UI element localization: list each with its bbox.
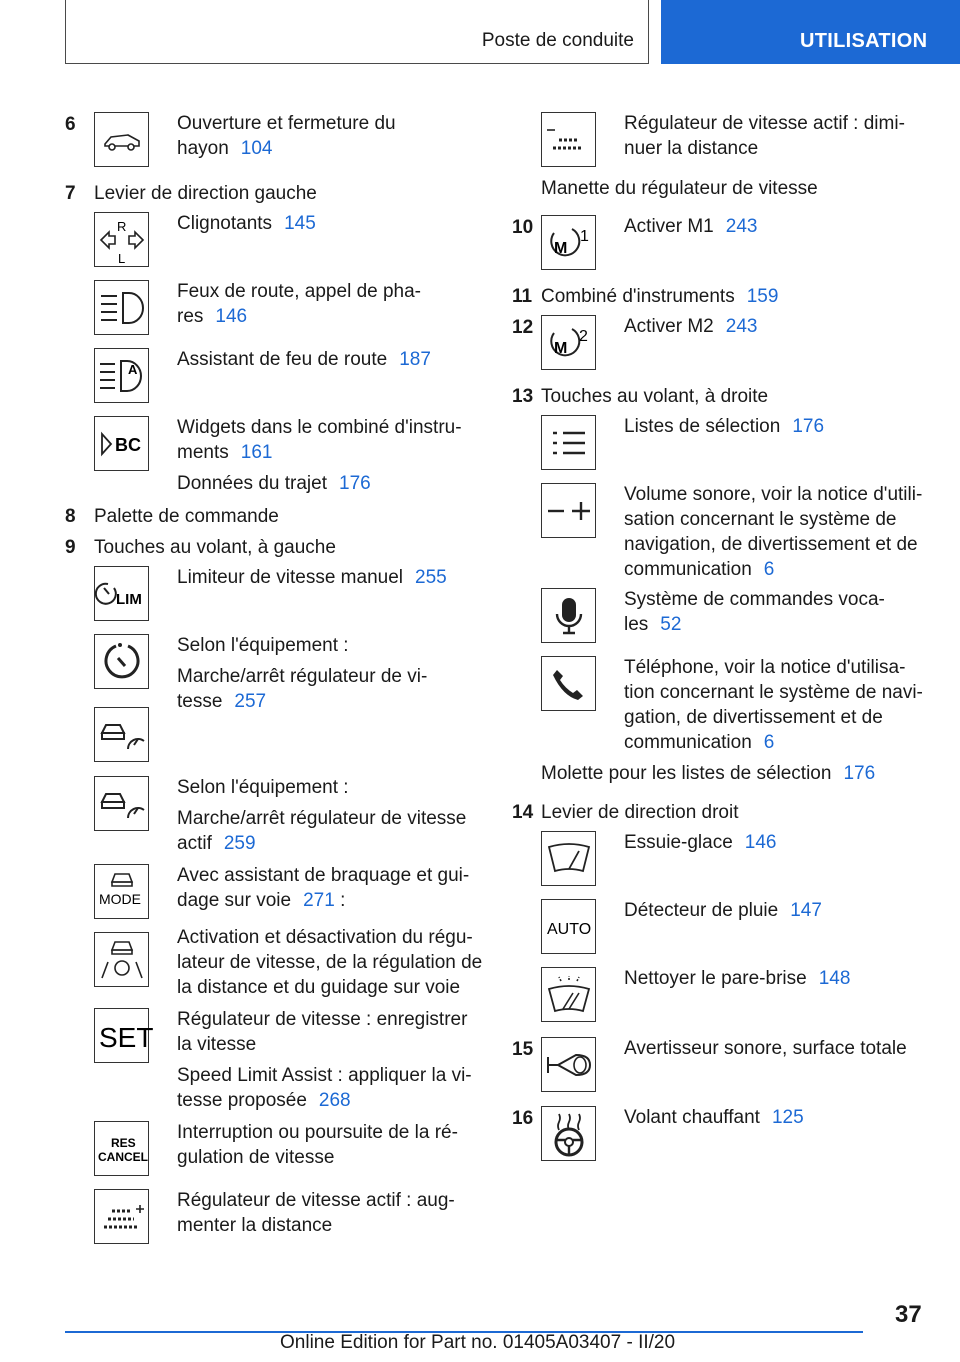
left-column [65,112,495,1245]
item-10: 10 M 1 Activer M1 243 [512,215,942,270]
page-ref-link[interactable]: 257 [234,691,267,712]
mode-row: MODE Avec assistant de braquage et gui- dage sur voie 271 : [94,864,495,920]
page-number: 37 [895,1301,922,1328]
item-11: 11 Combiné d'instruments 159 [512,286,779,307]
item-13: 13 Touches au volant, à droite [512,386,769,407]
item-6: 6 Ouverture et fermeture du hayon 104 [65,112,495,167]
svg-text:CANCEL: CANCEL [97,1149,148,1164]
windshield-washer-icon [541,967,596,1022]
svg-text:AUTO: AUTO [546,920,591,938]
header-box [65,0,649,64]
svg-text:BC: BC [114,434,141,455]
svg-text:RES: RES [110,1135,136,1150]
speed-limiter-icon [94,566,149,621]
turn-signal-row: R L Clignotants 145 [94,212,495,268]
chapter-tab-label: UTILISATION [800,30,928,52]
right-column [512,112,942,1161]
page-ref-link[interactable]: 176 [339,473,371,494]
page-ref-link[interactable]: 146 [744,832,777,853]
wiper-icon [541,831,596,886]
svg-text:LIM: LIM [115,590,142,608]
mode-button-icon [94,864,149,919]
cruise-control-row-2: Selon l'équipement : Marche/arrêt régulateur de vitesse actif 259 [94,776,495,856]
page-ref-link[interactable]: 147 [790,900,822,921]
voice-row: Système de commandes voca- les 52 [541,588,942,644]
page-ref-link[interactable]: 268 [318,1090,351,1111]
res-cancel-icon [94,1121,149,1176]
page-ref-link[interactable]: 125 [771,1107,804,1128]
cruise-car-gauge-icon [94,707,149,762]
page-ref-link[interactable]: 104 [240,138,273,159]
svg-text:2: 2 [578,327,588,345]
item-8: 8 Palette de commande [65,506,279,527]
volume-plus-minus-icon [541,483,596,538]
microphone-icon [541,588,596,643]
high-beam-icon [94,280,149,335]
page-ref-link[interactable]: 243 [725,216,758,237]
page-ref-link[interactable]: 259 [223,833,256,854]
auto-button-icon [541,899,596,954]
svg-text:M: M [553,239,567,257]
svg-text:MODE: MODE [98,890,141,907]
distance-minus-row: Régulateur de vitesse actif : dimi- nuer la distance [541,112,942,168]
svg-text:A: A [127,361,137,377]
speed-limiter-row: LIM Limiteur de vitesse manuel 255 [94,566,495,622]
item-12: 12 M 2 Activer M2 243 [512,315,942,370]
page-ref-link[interactable]: 145 [284,213,316,234]
m1-button-icon [541,215,596,270]
tailgate-icon [94,112,149,167]
page-ref-link[interactable]: 176 [792,416,825,437]
phone-icon [541,656,596,711]
horn-icon [541,1037,596,1092]
volume-row: Volume sonore, voir la notice d'utili- sation concernant le système de navigation, de divertissement et de communication 6 [541,483,942,582]
page-ref-link[interactable]: 255 [415,567,447,588]
widgets-row: BC Widgets dans le combiné d'instru- ments 161 Données du trajet 176 [94,416,495,496]
svg-text:SET: SET [98,1021,153,1053]
distance-plus-row: Régulateur de vitesse actif : aug- menter la distance [94,1189,495,1245]
cruise-control-row-1: Selon l'équipement : Marche/arrêt régulateur de vi- tesse 257 [94,634,495,764]
page-ref-link[interactable]: 148 [818,968,851,989]
svg-text:R: R [116,218,126,234]
item-16: 16 Volant chauffant 125 [512,1106,942,1161]
page-ref-link[interactable]: 6 [763,559,775,580]
item-number: 6 [65,114,76,135]
cruise-lever-caption: Manette du régulateur de vitesse [541,178,818,199]
distance-increase-icon [94,1189,149,1244]
steering-assist-icon [94,932,149,987]
res-cancel-row: RES CANCEL Interruption ou poursuite de la ré- gulation de vitesse [94,1121,495,1177]
distance-decrease-icon [541,112,596,167]
page-ref-link[interactable]: 159 [746,286,779,307]
bc-button-icon [94,416,149,471]
phone-row: Téléphone, voir la notice d'utilisa- tion concernant le système de navi- gation, de divertissement et de communication 6 [541,656,942,755]
scroll-wheel-caption: Molette pour les listes de sélection 176 [541,763,876,784]
steering-assist-row: Activation et désactivation du régu- lateur de vitesse, de la régulation de la distance et du guidage sur voie [94,926,495,1000]
page-ref-link[interactable]: 187 [399,349,431,370]
high-beam-assist-row: A Assistant de feu de route 187 [94,348,495,404]
footer-edition: Online Edition for Part no. 01405A03407 - II/20 [280,1332,676,1353]
item-9: 9 Touches au volant, à gauche [65,537,336,558]
set-row: SET Régulateur de vitesse : enregistrer la vitesse Speed Limit Assist : appliquer la vi- tesse proposée 268 [94,1008,495,1113]
page-ref-link[interactable]: 146 [215,306,248,327]
page-ref-link[interactable]: 52 [660,614,682,635]
turn-signal-icon [94,212,149,267]
heated-steering-wheel-icon [541,1106,596,1161]
page-ref-link[interactable]: 6 [763,732,775,753]
item-14: 14 Levier de direction droit [512,802,739,823]
list-icon [541,415,596,470]
page-ref-link[interactable]: 271 [303,890,335,911]
item-15: 15 Avertisseur sonore, surface totale [512,1037,942,1092]
page-ref-link[interactable]: 243 [725,316,758,337]
svg-text:1: 1 [579,227,589,245]
svg-text:M: M [553,339,567,357]
high-beam-row: Feux de route, appel de pha- res 146 [94,280,495,336]
cruise-toggle-icon [94,634,149,689]
high-beam-assist-icon [94,348,149,403]
rain-sensor-row: AUTO Détecteur de pluie 147 [541,899,942,955]
set-button-icon [94,1008,153,1063]
page-ref-link[interactable]: 161 [240,442,273,463]
chapter-tab[interactable] [661,0,960,64]
page-ref-link[interactable]: 176 [843,763,876,784]
m2-button-icon [541,315,596,370]
item-7: 7 Levier de direction gauche [65,183,317,204]
svg-text:L: L [117,250,125,266]
washer-row: Nettoyer le pare-brise 148 [541,967,942,1023]
section-title: Poste de conduite [481,30,634,51]
wiper-row: Essuie-glace 146 [541,831,942,887]
lists-row: Listes de sélection 176 [541,415,942,471]
active-cruise-icon [94,776,149,831]
